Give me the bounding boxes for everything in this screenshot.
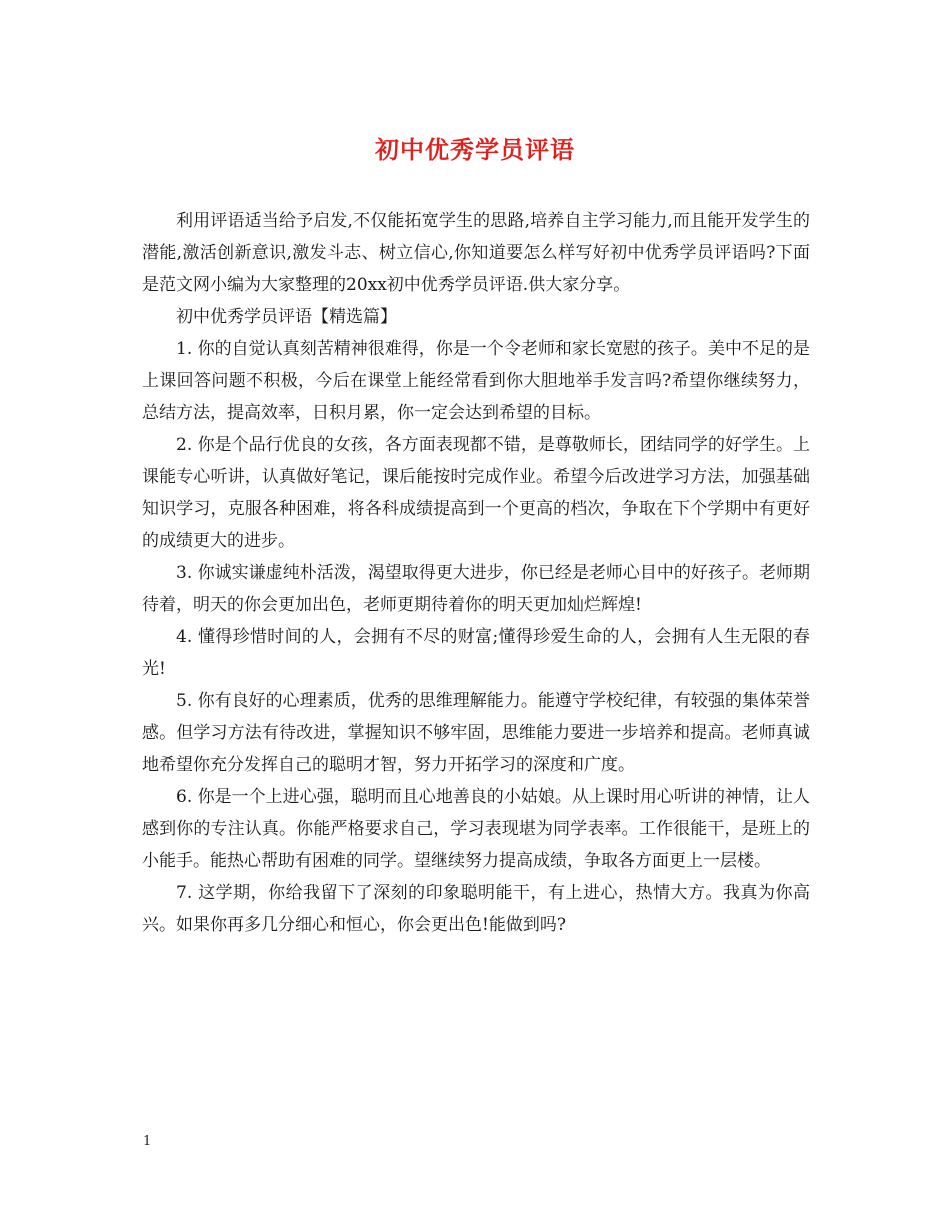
comment-paragraph-6: 6. 你是一个上进心强，聪明而且心地善良的小姑娘。从上课时用心听讲的神情，让人感到你的专注认真。你能严格要求自己，学习表现堪为同学表率。工作很能干，是班上的小能手。能热心帮助有困难的同学。望继续努力提高成绩，争取各方面更上一层楼。: [142, 787, 810, 871]
page-number: 1: [143, 1134, 152, 1149]
comment-paragraph-7: 7. 这学期，你给我留下了深刻的印象聪明能干，有上进心，热情大方。我真为你高兴。如果你再多几分细心和恒心，你会更出色!能做到吗?: [142, 883, 810, 935]
section-heading: 初中优秀学员评语【精选篇】: [176, 307, 397, 327]
document-body: [142, 205, 810, 941]
comment-paragraph-1: 1. 你的自觉认真刻苦精神很难得，你是一个令老师和家长宽慰的孩子。美中不足的是上课回答问题不积极，今后在课堂上能经常看到你大胆地举手发言吗?希望你继续努力，总结方法，提高效率，日积月累，你一定会达到希望的目标。: [142, 339, 810, 423]
document-title: 初中优秀学员评语: [375, 135, 575, 164]
comment-paragraph-4: 4. 懂得珍惜时间的人，会拥有不尽的财富;懂得珍爱生命的人，会拥有人生无限的春光!: [142, 627, 810, 679]
comment-paragraph-2: 2. 你是个品行优良的女孩，各方面表现都不错，是尊敬师长，团结同学的好学生。上课能专心听讲，认真做好笔记，课后能按时完成作业。希望今后改进学习方法，加强基础知识学习，克服各种困难，将各科成绩提高到一个更高的档次，争取在下个学期中有更好的成绩更大的进步。: [142, 435, 810, 551]
intro-paragraph: 利用评语适当给予启发,不仅能拓宽学生的思路,培养自主学习能力,而且能开发学生的潜能,激活创新意识,激发斗志、树立信心,你知道要怎么样写好初中优秀学员评语吗?下面是范文网小编为大家整理的20xx初中优秀学员评语.供大家分享。: [142, 211, 810, 295]
comment-paragraph-5: 5. 你有良好的心理素质，优秀的思维理解能力。能遵守学校纪律，有较强的集体荣誉感。但学习方法有待改进，掌握知识不够牢固，思维能力要进一步培养和提高。老师真诚地希望你充分发挥自己的聪明才智，努力开拓学习的深度和广度。: [142, 691, 810, 775]
comment-paragraph-3: 3. 你诚实谦虚纯朴活泼，渴望取得更大进步，你已经是老师心目中的好孩子。老师期待着，明天的你会更加出色，老师更期待着你的明天更加灿烂辉煌!: [142, 563, 810, 615]
